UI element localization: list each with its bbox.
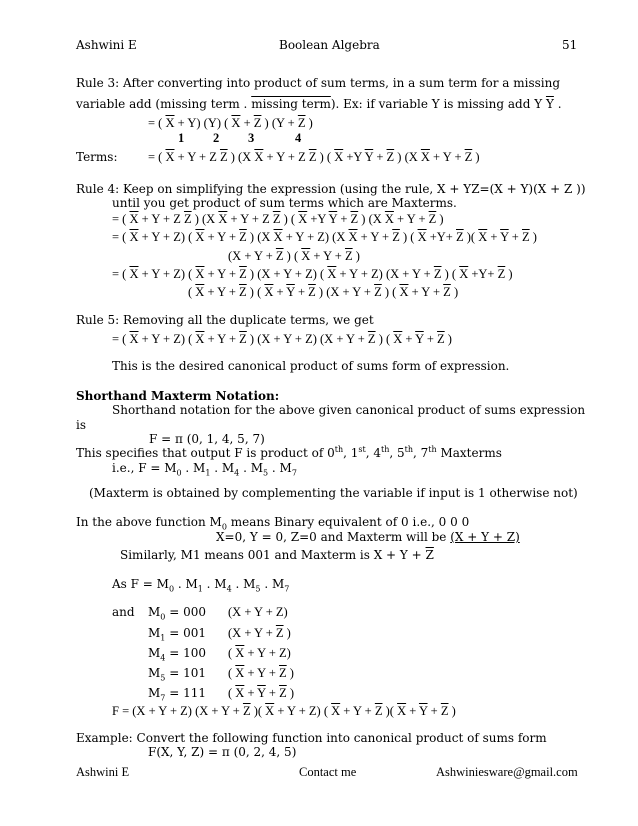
shorthand-para: Shorthand notation for the above given canonical product of sums expression — [112, 403, 586, 417]
maxterm-expr: ( $\overline{X} + Y + Z$) — [228, 646, 291, 660]
rule3-equation: = ( $\overline{X} + Y$) (Y) ( $\overline{X} + \overline{Z}$ ) ($Y + \overline{Z}$ ) — [148, 116, 313, 130]
rule5-line1: Rule 5: Removing all the duplicate terms, we get — [76, 313, 374, 327]
example-line1: Example: Convert the following function into canonical product of sums form — [76, 731, 547, 745]
rule3-line1: Rule 3: After converting into product of sum terms, in a sum term for a missing — [76, 76, 561, 90]
similarly-line: Similarly, M1 means 001 and Maxterm is $X + Y + \overline{Z}$ — [120, 548, 434, 562]
header-page-number: 51 — [562, 38, 578, 52]
rule4-eq3: ($X + Y + \overline{Z}$ ) ( $\overline{X} + Y + \overline{Z}$ ) — [228, 249, 360, 263]
term-number-4: 4 — [295, 131, 302, 145]
m-row: $M_4 = 100$ — [148, 646, 206, 663]
term-number-3: 3 — [248, 131, 255, 145]
final-expression: F = (X + Y + Z) ($X + Y + \overline{Z}$ )( $\overline{X} + Y + Z$) ( $\overline{X} + Y + \overline{Z}$ )( $\overline{X} + \overline{Y} + \overline{Z}$ ) — [112, 704, 456, 718]
rule5-equation: = ( $\overline{X} + Y + Z$) ( $\overline{X} + Y + \overline{Z}$ ) (X + Y + Z) ($X + Y + \overline{Z}$ ) ( $\overline{X} + \overline{Y} + \overline{Z}$ ) — [112, 332, 452, 346]
and-label: and — [112, 605, 135, 619]
rule5-line2: This is the desired canonical product of sums form of expression. — [112, 359, 510, 373]
maxterm-expr: ( $\overline{X} + \overline{Y} + \overline{Z}$ ) — [228, 686, 294, 700]
rule4-eq2: = ( $\overline{X} + Y + Z$) ( $\overline{X} + Y + \overline{Z}$ ) (X $\overline{X} + Y + Z$) (X $\overline{X} + Y + \overline{Z}$ ) ( $\overline{X} +Y+ \overline{Z}$ )( $\overline{X} + \overline{Y} + \overline{Z}$ ) — [112, 230, 537, 244]
example-line2: F(X, Y, Z) = π (0, 2, 4, 5) — [148, 745, 297, 759]
term-number-2: 2 — [213, 131, 220, 145]
m-row: $M_0 = 000$ — [148, 605, 206, 622]
m-row: $M_7 = 111$ — [148, 686, 206, 703]
as-line: As $F = M_0$ . $M_1$ . $M_4$ . $M_5$ . $M_7$ — [112, 577, 290, 594]
footer-contact-link[interactable]: Contact me — [299, 765, 357, 779]
f-product-equation: F = π (0, 1, 4, 5, 7) — [149, 432, 265, 446]
rule4-eq5: ( $\overline{X} + Y + \overline{Z}$ ) ( $\overline{X} + \overline{Y} + \overline{Z}$ ) ($X + Y + \overline{Z}$ ) ( $\overline{X} + Y + \overline{Z}$ ) — [188, 285, 459, 299]
rule3-terms-equation: = ( $\overline{X} + Y + Z$ $\overline{Z}$ ) (X $\overline{X} + Y + Z$ $\overline{Z}$ ) ( $\overline{X} +Y$ $\overline{Y} + \overline{Z}$ ) (X $\overline{X} + Y + \overline{Z}$ ) — [148, 150, 480, 164]
x0-line: X=0, Y = 0, Z=0 and Maxterm will be (X + Y + Z) — [216, 530, 520, 544]
ie-line: i.e., $F = M_0$ . $M_1$ . $M_4$ . $M_5$ . $M_7$ — [112, 461, 297, 478]
rule4-line2: until you get product of sum terms which are Maxterms. — [112, 196, 457, 210]
shorthand-para-is: is — [76, 418, 86, 432]
header-title: Boolean Algebra — [279, 38, 380, 52]
maxterm-expr: ( $\overline{X} + Y + \overline{Z}$ ) — [228, 666, 294, 680]
rule4-eq1: = ( $\overline{X} + Y + Z$ $\overline{Z}$ ) (X $\overline{X} + Y + Z$ $\overline{Z}$ ) ( $\overline{X} +Y$ $\overline{Y} + \overline{Z}$ ) (X $\overline{X} + Y + \overline{Z}$ ) — [112, 212, 444, 226]
terms-label: Terms: — [76, 150, 118, 164]
footer-email[interactable]: Ashwiniesware@gmail.com — [436, 765, 578, 779]
specifies-line: This specifies that output F is product of 0th, 1st, 4th, 5th, 7th Maxterms — [76, 445, 502, 460]
rule3-line2: variable add (missing term . missing term). Ex: if variable Y is missing add Y $\overline{Y}$ . — [76, 97, 562, 111]
maxterm-expr: ($X + Y + \overline{Z}$ ) — [228, 626, 291, 640]
term-number-1: 1 — [178, 131, 185, 145]
rule4-eq4: = ( $\overline{X} + Y + Z$) ( $\overline{X} + Y + \overline{Z}$ ) (X + Y + Z) ( $\overline{X} + Y + Z$) ($X + Y + \overline{Z}$ ) ( $\overline{X} +Y+ \overline{Z}$ ) — [112, 267, 513, 281]
header-author: Ashwini E — [76, 38, 137, 52]
m-row: $M_1 = 001$ — [148, 626, 206, 643]
maxterm-note: (Maxterm is obtained by complementing the variable if input is 1 otherwise not) — [89, 486, 578, 500]
rule4-line1: Rule 4: Keep on simplifying the expression (using the rule, X + YZ=(X + Y)(X + Z )) — [76, 182, 586, 196]
m0-line: In the above function $M_0$ means Binary equivalent of 0 i.e., 0 0 0 — [76, 515, 470, 532]
m-row: $M_5 = 101$ — [148, 666, 206, 683]
shorthand-heading: Shorthand Maxterm Notation: — [76, 389, 280, 403]
footer-author: Ashwini E — [76, 765, 130, 779]
maxterm-expr: (X + Y + Z) — [228, 605, 288, 619]
